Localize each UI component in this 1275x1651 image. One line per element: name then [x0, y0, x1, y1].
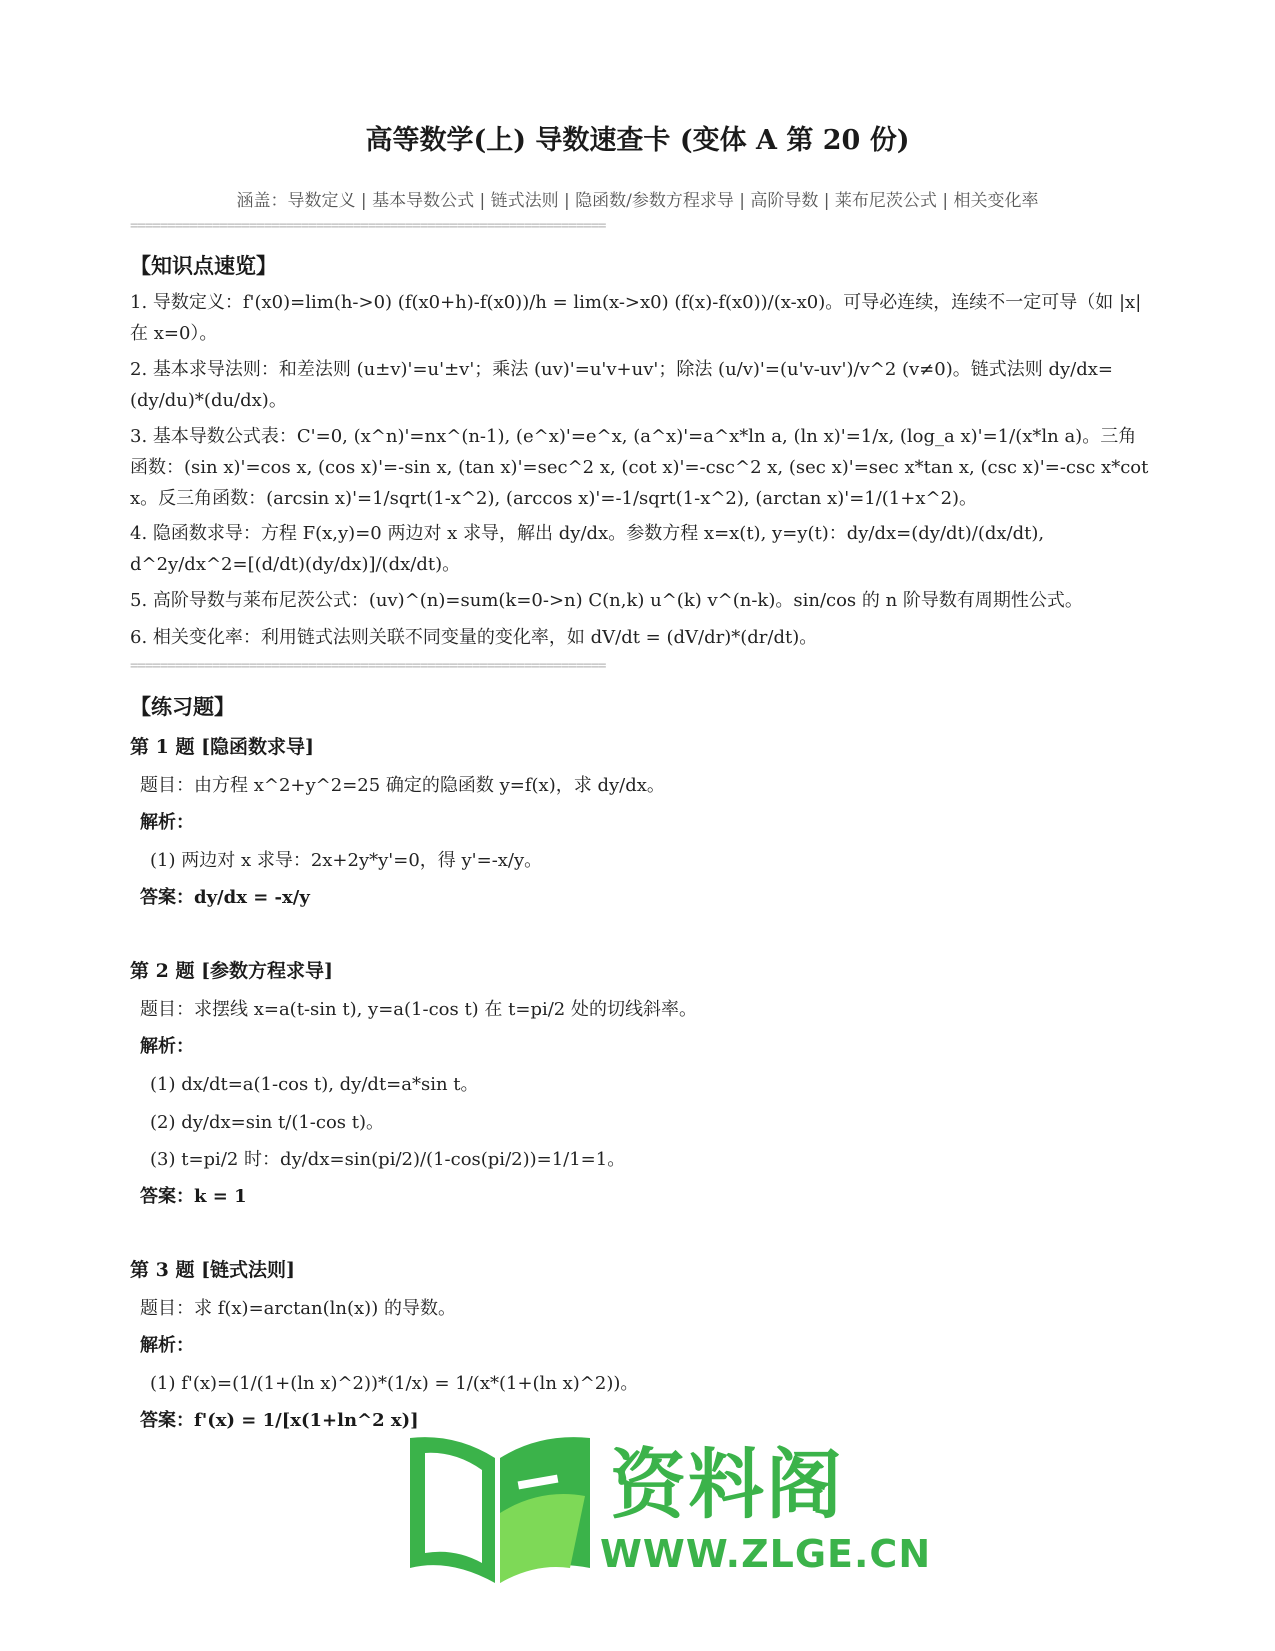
question-3-analysis-label: 解析： — [140, 1335, 194, 1356]
divider-top: ================================================================ — [130, 218, 606, 234]
knowledge-item-2: 2. 基本求导法则：和差法则 (u±v)'=u'±v'；乘法 (uv)'=u'v+uv'；除法 (u/v)'=(u'v-uv')/v^2 (v≠0)。链式法则 dy/dx=(dy/du)*(du/dx)。 — [130, 359, 1113, 411]
coverage-line: 涵盖：导数定义 | 基本导数公式 | 链式法则 | 隐函数/参数方程求导 | 高阶导数 | 莱布尼茨公式 | 相关变化率 — [236, 191, 1039, 211]
watermark-url: WWW.ZLGE.CN — [600, 1532, 932, 1576]
question-3-answer: 答案：f'(x) = 1/[x(1+ln^2 x)] — [140, 1410, 419, 1431]
question-2-step-3: (3) t=pi/2 时：dy/dx=sin(pi/2)/(1-cos(pi/2))=1/1=1。 — [150, 1149, 626, 1170]
question-3-step-1: (1) f'(x)=(1/(1+(ln x)^2))*(1/x) = 1/(x*(1+(ln x)^2))。 — [150, 1373, 639, 1394]
knowledge-item-3: 3. 基本导数公式表：C'=0, (x^n)'=nx^(n-1), (e^x)'=e^x, (a^x)'=a^x*ln a, (ln x)'=1/x, (log_a x)'=1/(x*ln a)。三角函数：(sin x)'=cos x, (cos x)'=-sin x, (tan x)'=sec^2 x, (cot x)'=-csc^2 x, (sec x)'=sec x*tan x, (csc x)'=-csc x*cot x。反三角函数：(arcsin x)'=1/sqrt(1-x^2), (arccos x)'=-1/sqrt(1-x^2), (arctan x)'=1/(1+x^2)。 — [130, 426, 1149, 509]
knowledge-item-4: 4. 隐函数求导：方程 F(x,y)=0 两边对 x 求导，解出 dy/dx。参数方程 x=x(t), y=y(t)：dy/dx=(dy/dt)/(dx/dt), d^2y/dx^2=[(d/dt)(dy/dx)]/(dx/dt)。 — [130, 523, 1045, 575]
divider-middle: ================================================================ — [130, 658, 606, 674]
question-1-title: 第 1 题 [隐函数求导] — [130, 736, 315, 758]
knowledge-item-1: 1. 导数定义：f'(x0)=lim(h->0) (f(x0+h)-f(x0))/h = lim(x->x0) (f(x)-f(x0))/(x-x0)。可导必连续，连续不一定可导（如 |x|在 x=0）。 — [130, 292, 1142, 344]
question-3-title: 第 3 题 [链式法则] — [130, 1259, 296, 1281]
site-watermark — [400, 1418, 932, 1598]
question-2-prompt: 题目：求摆线 x=a(t-sin t), y=a(1-cos t) 在 t=pi/2 处的切线斜率。 — [140, 999, 697, 1020]
question-3-prompt: 题目：求 f(x)=arctan(ln(x)) 的导数。 — [140, 1298, 456, 1319]
question-2-answer: 答案：k = 1 — [140, 1186, 247, 1207]
knowledge-item-6: 6. 相关变化率：利用链式法则关联不同变量的变化率，如 dV/dt = (dV/dr)*(dr/dt)。 — [130, 627, 818, 648]
question-1-prompt: 题目：由方程 x^2+y^2=25 确定的隐函数 y=f(x)，求 dy/dx。 — [140, 775, 665, 796]
watermark-name: 资料阁 — [610, 1440, 844, 1529]
practice-heading: 【练习题】 — [130, 694, 235, 719]
question-2-step-2: (2) dy/dx=sin t/(1-cos t)。 — [150, 1112, 385, 1133]
question-1-answer: 答案：dy/dx = -x/y — [140, 887, 310, 908]
book-logo-icon — [400, 1418, 600, 1598]
question-2-step-1: (1) dx/dt=a(1-cos t), dy/dt=a*sin t。 — [150, 1074, 479, 1095]
knowledge-heading: 【知识点速览】 — [130, 253, 277, 278]
question-2-title: 第 2 题 [参数方程求导] — [130, 960, 334, 982]
question-1-analysis-label: 解析： — [140, 812, 194, 833]
question-2-analysis-label: 解析： — [140, 1036, 194, 1057]
knowledge-item-5: 5. 高阶导数与莱布尼茨公式：(uv)^(n)=sum(k=0->n) C(n,k) u^(k) v^(n-k)。sin/cos 的 n 阶导数有周期性公式。 — [130, 590, 1083, 611]
question-1-step-1: (1) 两边对 x 求导：2x+2y*y'=0，得 y'=-x/y。 — [150, 850, 543, 871]
document-title: 高等数学(上) 导数速查卡 (变体 A 第 20 份) — [365, 125, 910, 156]
